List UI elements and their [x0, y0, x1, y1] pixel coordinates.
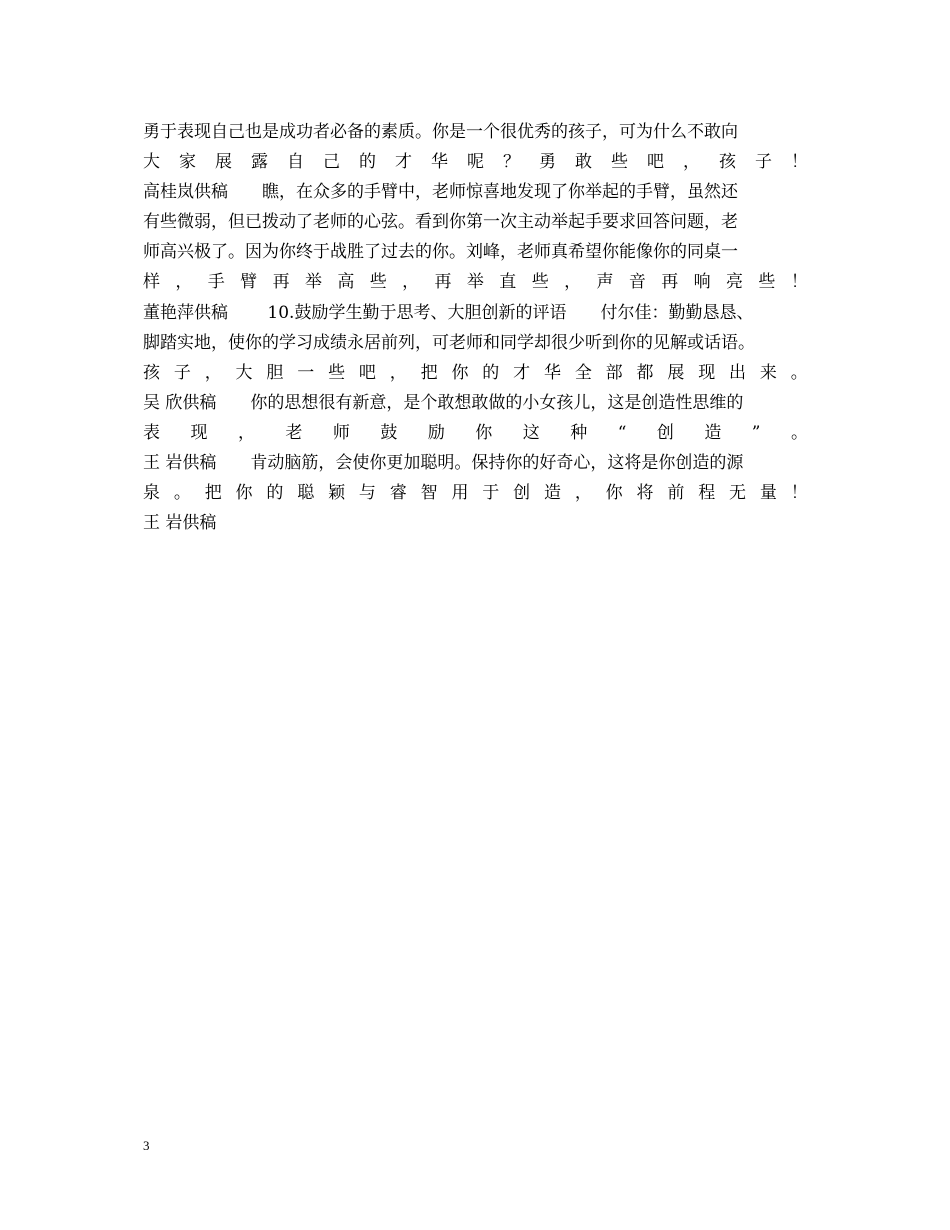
line-char: 与 [358, 483, 376, 504]
text-line-4 [143, 207, 808, 237]
text-line-14 [143, 508, 808, 538]
line-char: ， [389, 362, 407, 383]
line-char: ！ [790, 483, 808, 504]
line-char: 你 [451, 362, 469, 383]
line-char: 些 [531, 272, 549, 293]
line-char: 创 [513, 483, 531, 504]
line-char: 再 [661, 272, 679, 293]
line-text: 勇于表现自己也是成功者必备的素质。你是一个很优秀的孩子，可为什么不敢向 [143, 122, 738, 142]
line-char: 孩 [719, 152, 736, 173]
text-line-11 [143, 418, 808, 448]
line-char: 励 [427, 422, 445, 443]
line-char: 胆 [266, 362, 284, 383]
line-text: 脚踏实地，使你的学习成绩永居前列，可老师和同学却很少听到你的见解或话语。 [143, 332, 755, 353]
line-char: 再 [272, 272, 290, 293]
line-char: 的 [482, 362, 500, 383]
body-text [143, 117, 808, 538]
line-char: 用 [451, 483, 469, 504]
line-char: 将 [636, 483, 654, 504]
line-char: 吧 [647, 152, 664, 173]
line-char: 样 [143, 272, 160, 293]
line-char: 直 [499, 272, 517, 293]
line-char: 孩 [143, 362, 160, 383]
line-char: 些 [328, 362, 346, 383]
line-char: 部 [605, 362, 623, 383]
line-char: 露 [251, 152, 268, 173]
line-char: 吧 [358, 362, 376, 383]
line-char: 前 [667, 483, 685, 504]
line-char: 子 [755, 152, 772, 173]
line-text: 师高兴极了。因为你终于战胜了过去的你。刘峰，老师真希望你能像你的同桌一 [143, 242, 738, 263]
line-char: 大 [235, 362, 253, 383]
line-char: 些 [611, 152, 628, 173]
line-char: ， [402, 272, 420, 293]
text-line-7 [143, 298, 808, 328]
line-char: 音 [628, 272, 646, 293]
line-char: 把 [420, 362, 438, 383]
line-char: ， [564, 272, 582, 293]
line-char: 华 [543, 362, 561, 383]
line-char: ？ [503, 152, 520, 173]
line-char: “ [617, 422, 627, 443]
line-char: 华 [431, 152, 448, 173]
line-char: 鼓 [380, 422, 398, 443]
line-char: 手 [207, 272, 225, 293]
line-char: 你 [475, 422, 493, 443]
line-char: 这 [522, 422, 540, 443]
line-char: 大 [143, 152, 160, 173]
line-char: 于 [482, 483, 500, 504]
line-char: 你 [605, 483, 623, 504]
line-text: 董艳萍供稿 10.鼓励学生勤于思考、大胆创新的评语 付尔佳：勤勤恳恳、 [143, 302, 754, 323]
line-char: 造 [704, 422, 722, 443]
line-char: 泉 [143, 483, 160, 504]
line-char: 己 [323, 152, 340, 173]
line-char: 都 [636, 362, 654, 383]
line-char: 聪 [297, 483, 315, 504]
line-char: 无 [729, 483, 747, 504]
line-text: 吴 欣供稿 你的思想很有新意，是个敢想敢做的小女孩儿，这是创造性思维的 [143, 392, 744, 413]
line-char: 一 [297, 362, 315, 383]
line-char: 睿 [389, 483, 407, 504]
line-char: 勇 [539, 152, 556, 173]
line-text: 有些微弱，但已拨动了老师的心弦。看到你第一次主动举起手要求回答问题，老 [143, 212, 738, 233]
line-char: 呢 [467, 152, 484, 173]
line-char: 老 [285, 422, 303, 443]
line-char: ！ [791, 152, 808, 173]
line-char: 些 [758, 272, 776, 293]
line-char: 。 [790, 422, 808, 443]
line-char: 你 [235, 483, 253, 504]
line-char: 展 [215, 152, 232, 173]
line-char: 程 [698, 483, 716, 504]
line-char: 造 [543, 483, 561, 504]
line-char: 响 [693, 272, 711, 293]
line-char: 。 [790, 362, 808, 383]
line-char: 现 [190, 422, 208, 443]
line-char: 高 [337, 272, 355, 293]
line-char: 举 [466, 272, 484, 293]
line-char: 的 [266, 483, 284, 504]
line-text: 王 岩供稿 [143, 513, 217, 534]
line-char: ， [204, 362, 222, 383]
text-line-3 [143, 177, 808, 207]
line-text: 高桂岚供稿 瞧，在众多的手臂中，老师惊喜地发现了你举起的手臂，虽然还 [143, 182, 738, 203]
line-char: 师 [332, 422, 350, 443]
text-line-6 [143, 267, 808, 297]
line-char: ！ [790, 272, 808, 293]
line-char: 家 [179, 152, 196, 173]
line-char: 把 [204, 483, 222, 504]
line-char: ， [683, 152, 700, 173]
line-char: 来 [759, 362, 777, 383]
text-line-13 [143, 478, 808, 508]
text-line-10 [143, 388, 808, 418]
line-char: 举 [304, 272, 322, 293]
text-line-12 [143, 448, 808, 478]
line-char: 臂 [240, 272, 258, 293]
line-char: 现 [698, 362, 716, 383]
text-line-5 [143, 237, 808, 267]
line-char: 表 [143, 422, 160, 443]
line-char: 颖 [328, 483, 346, 504]
line-char: ， [574, 483, 592, 504]
line-char: 全 [574, 362, 592, 383]
text-line-9 [143, 358, 808, 388]
line-char: ， [175, 272, 193, 293]
line-char: 再 [434, 272, 452, 293]
line-char: 些 [369, 272, 387, 293]
text-line-8 [143, 328, 808, 358]
line-char: 量 [759, 483, 777, 504]
line-char: 敢 [575, 152, 592, 173]
line-char: 智 [420, 483, 438, 504]
page-number: 3 [143, 1138, 150, 1153]
text-line-1 [143, 117, 808, 147]
text-line-2 [143, 147, 808, 177]
line-char: 展 [667, 362, 685, 383]
line-char: ， [237, 422, 255, 443]
line-char: 才 [395, 152, 412, 173]
line-text: 王 岩供稿 肯动脑筋，会使你更加聪明。保持你的好奇心，这将是你创造的源 [143, 453, 744, 474]
line-char: 出 [729, 362, 747, 383]
line-char: 创 [656, 422, 674, 443]
line-char: 才 [513, 362, 531, 383]
line-char: 的 [359, 152, 376, 173]
line-char: 亮 [726, 272, 744, 293]
line-char: 。 [173, 483, 191, 504]
line-char: 种 [570, 422, 588, 443]
line-char: 自 [287, 152, 304, 173]
line-char: 子 [173, 362, 191, 383]
line-char: ” [751, 422, 761, 443]
line-char: 声 [596, 272, 614, 293]
